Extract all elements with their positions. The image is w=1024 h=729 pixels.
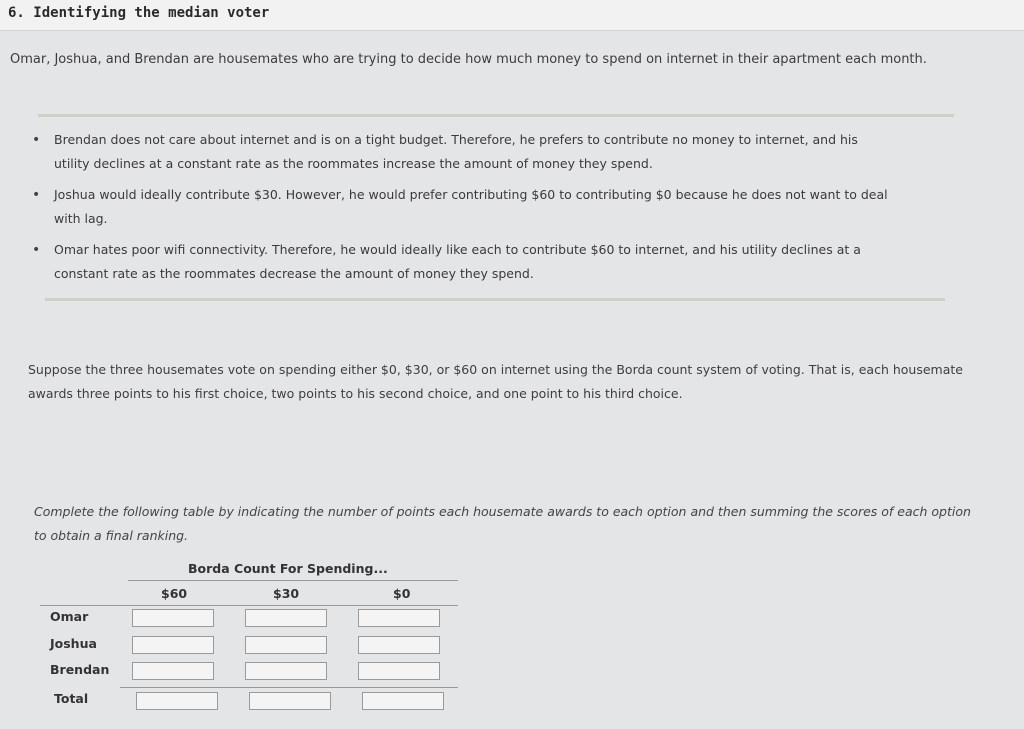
joshua-30-input[interactable] (245, 636, 327, 654)
instructions-text: to obtain a final ranking. (34, 528, 189, 543)
question-title: 6. Identifying the median voter (8, 5, 270, 21)
omar-30-input[interactable] (245, 609, 327, 627)
omar-0-input[interactable] (358, 609, 440, 627)
preferences-list (30, 128, 930, 293)
bullet-icon: • (32, 242, 41, 258)
column-header-0: $0 (393, 586, 411, 601)
column-header-60: $60 (161, 586, 188, 601)
instructions-text: Complete the following table by indicating the number of points each housemate awards to each option and then summing the scores of each option (34, 504, 971, 519)
preference-joshua (30, 183, 930, 231)
brendan-0-input[interactable] (358, 662, 440, 680)
voting-text: awards three points to his first choice, two points to his second choice, and one point to his third choice. (28, 386, 683, 401)
row-label-brendan: Brendan (50, 662, 110, 677)
table-column-rule (40, 605, 458, 606)
voting-text: Suppose the three housemates vote on spending either $0, $30, or $60 on internet using the Borda count system of voting. That is, each housemate (28, 362, 963, 377)
preference-text: with lag. (54, 211, 108, 226)
preference-omar (30, 238, 930, 286)
total-0-input[interactable] (362, 692, 444, 710)
voting-description (28, 358, 1003, 406)
preference-text: Joshua would ideally contribute $30. However, he would prefer contributing $60 to contributing $0 because he does not want to deal (54, 187, 888, 202)
row-label-total: Total (54, 691, 89, 706)
row-label-joshua: Joshua (50, 636, 97, 651)
brendan-30-input[interactable] (245, 662, 327, 680)
table-header-rule (128, 580, 458, 581)
total-30-input[interactable] (249, 692, 331, 710)
bullet-icon: • (32, 187, 41, 203)
total-60-input[interactable] (136, 692, 218, 710)
joshua-0-input[interactable] (358, 636, 440, 654)
bullet-icon: • (32, 132, 41, 148)
preference-text: Brendan does not care about internet and is on a tight budget. Therefore, he prefers to contribute no money to internet, and his (54, 132, 858, 147)
preference-text: Omar hates poor wifi connectivity. Therefore, he would ideally like each to contribute $60 to internet, and his utility declines at a (54, 242, 861, 257)
table-total-rule (120, 687, 458, 688)
preference-brendan (30, 128, 930, 176)
preference-text: constant rate as the roommates decrease the amount of money they spend. (54, 266, 534, 281)
table-title: Borda Count For Spending... (188, 561, 388, 576)
question-header (0, 0, 1024, 31)
row-label-omar: Omar (50, 609, 89, 624)
omar-60-input[interactable] (132, 609, 214, 627)
question-intro: Omar, Joshua, and Brendan are housemates who are trying to decide how much money to spend on internet in their apartment each month. (10, 52, 927, 67)
brendan-60-input[interactable] (132, 662, 214, 680)
preference-text: utility declines at a constant rate as the roommates increase the amount of money they spend. (54, 156, 653, 171)
divider-bottom (45, 298, 945, 301)
divider-top (38, 114, 954, 117)
table-instructions (34, 500, 994, 548)
column-header-30: $30 (273, 586, 300, 601)
joshua-60-input[interactable] (132, 636, 214, 654)
